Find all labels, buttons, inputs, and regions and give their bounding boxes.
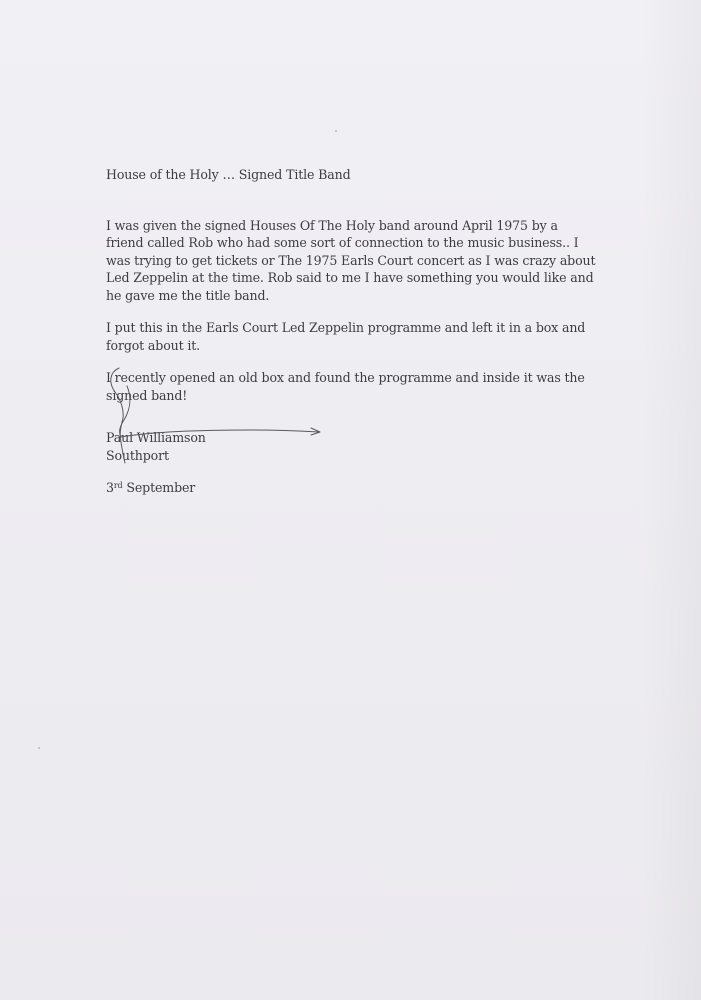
paper-speck <box>38 747 40 749</box>
paragraph-1: I was given the signed Houses Of The Holy band around April 1975 by a friend called Rob who had some sort of connection to the music business.. I was trying to get tickets or The 1975 Earls Court concert as I was crazy about Led Zeppelin at the time. Rob said to me I have something you would like and he gave me the title band. <box>106 217 596 303</box>
letter-body <box>106 166 596 497</box>
paragraph-3: I recently opened an old box and found the programme and inside it was the signed band! <box>106 370 585 403</box>
letter-date <box>106 479 596 497</box>
date-month: September <box>126 480 196 495</box>
date-suffix: rd <box>113 481 123 490</box>
paragraph-2: I put this in the Earls Court Led Zeppelin programme and left it in a box and forgot about it. <box>106 320 586 353</box>
paper-speck <box>335 130 337 132</box>
paper-shadow <box>641 0 701 1000</box>
letter-title: House of the Holy … Signed Title Band <box>106 167 351 182</box>
author-name: Paul Williamson <box>106 430 206 445</box>
date-day: 3 <box>106 480 114 495</box>
author-location: Southport <box>106 447 169 463</box>
